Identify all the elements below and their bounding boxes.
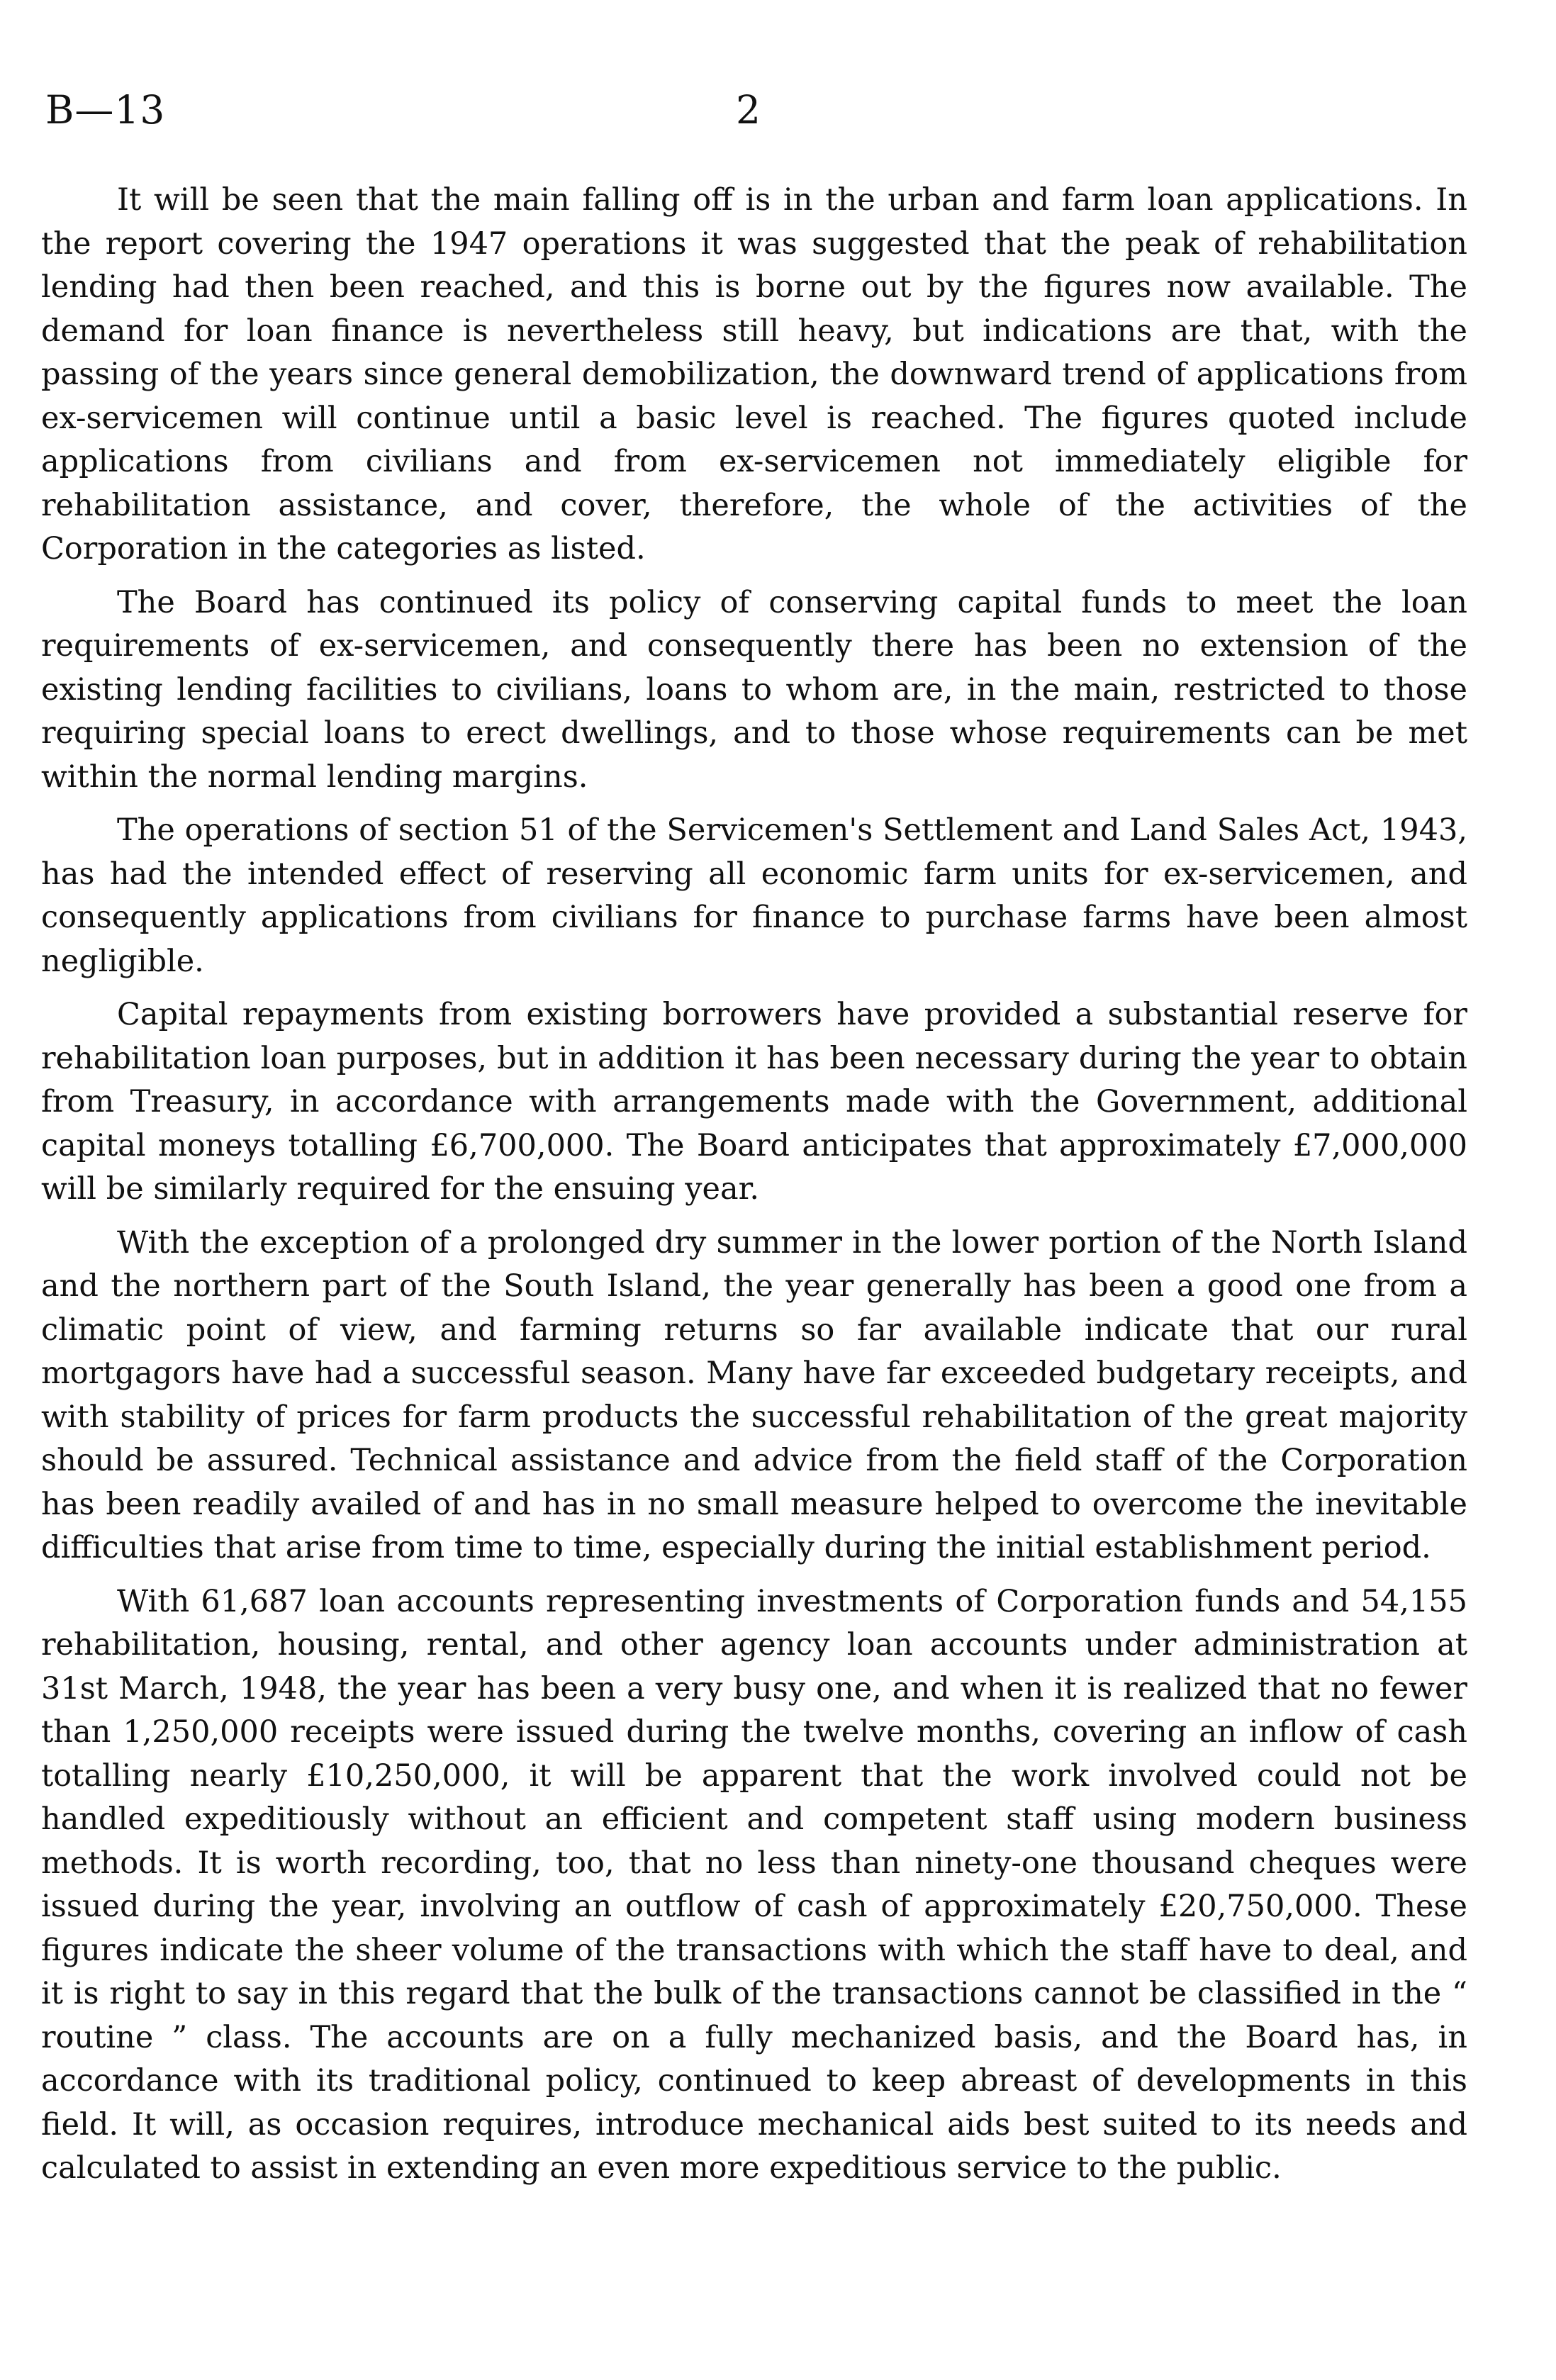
paragraph-capital-repayments: Capital repayments from existing borrowers have provided a substantial reserve for rehabilitation loan purposes, but in addition it has been necessary during the year to obtain from Treasury, in accordance with arrangements made with the Government, additional capital moneys totalling £6,700,000. The Board anticipates that approximately £7,000,000 will be similarly required for the ensuing year. — [41, 997, 1467, 1207]
body-text — [41, 179, 1467, 2191]
paragraph-loan-accounts-staff: With 61,687 loan accounts representing investments of Corporation funds and 54,155 rehabilitation, housing, rental, and other agency loan accounts under administration at 31st March, 1948, the year has been a very busy one, and when it is realized that no fewer than 1,250,000 receipts were issued during the twelve months, covering an inflow of cash totalling nearly £10,250,000, it will be apparent that the work involved could not be handled expeditiously without an efficient and competent staff using modern business methods. It is worth recording, too, that no less than ninety-one thousand cheques were issued during the year, involving an outflow of cash of approximately £20,750,000. These figures indicate the sheer volume of the transactions with which the staff have to deal, and it is right to say in this regard that the bulk of the transactions cannot be classified in the “ routine ” class. The accounts are on a fully mechanized basis, and the Board has, in accordance with its traditional policy, continued to keep abreast of developments in this field. It will, as occasion requires, introduce mechanical aids best suited to its needs and calculated to assist in extending an even more expeditious service to the public. — [41, 1583, 1467, 2186]
paragraph-section-51: The operations of section 51 of the Servicemen's Settlement and Land Sales Act, 1943, has had the intended effect of reserving all economic farm units for ex-servicemen, and consequently applications from civilians for finance to purchase farms have been almost negligible. — [41, 812, 1467, 979]
document-reference: B—13 — [45, 87, 166, 133]
paragraph-farming-season: With the exception of a prolonged dry summer in the lower portion of the North Island and the northern part of the South Island, the year generally has been a good one from a climatic point of view, and farming returns so far available indicate that our rural mortgagors have had a successful season. Many have far exceeded budgetary receipts, and with stability of prices for farm products the successful rehabilitation of the great majority should be assured. Technical assistance and advice from the field staff of the Corporation has been readily availed of and has in no small measure helped to overcome the inevitable difficulties that arise from time to time, especially during the initial establishment period. — [41, 1224, 1467, 1565]
paragraph-capital-funds-policy: The Board has continued its policy of conserving capital funds to meet the loan requirements of ex-servicemen, and consequently there has been no extension of the existing lending facilities to civilians, loans to whom are, in the main, restricted to those requiring special loans to erect dwellings, and to those whose requirements can be met within the normal lending margins. — [41, 584, 1467, 795]
page-number: 2 — [736, 87, 761, 133]
paragraph-loan-applications: It will be seen that the main falling off is in the urban and farm loan applications. In the report covering the 1947 operations it was suggested that the peak of rehabilitation lending had then been reached, and this is borne out by the figures now available. The demand for loan finance is nevertheless still heavy, but indications are that, with the passing of the years since general demobilization, the downward trend of applications from ex-servicemen will continue until a basic level is reached. The figures quoted include applications from civilians and from ex-servicemen not immediately eligible for rehabilitation assistance, and cover, therefore, the whole of the activities of the Corporation in the categories as listed. — [41, 182, 1467, 566]
